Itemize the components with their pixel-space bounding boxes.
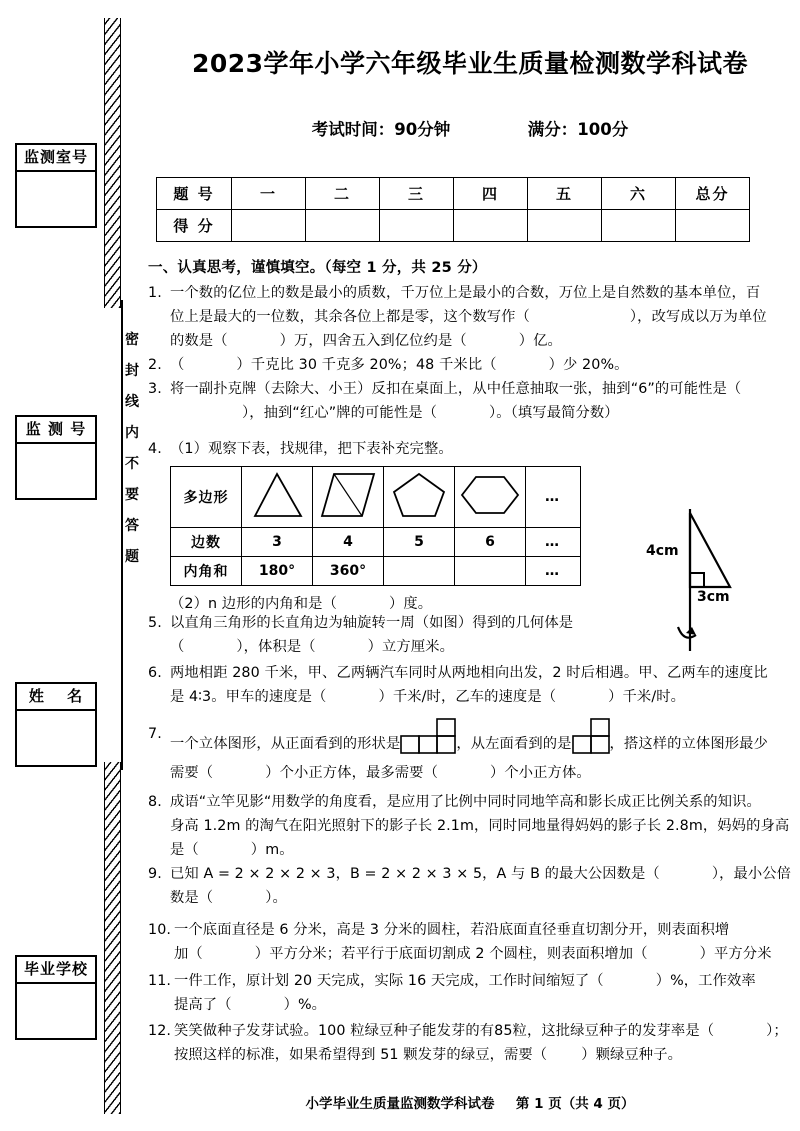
question-8-line-0: 成语“立竿见影“用数学的角度看，是应用了比例中同时同地竿高和影长成正比例关系的知识。 (170, 794, 761, 810)
question-12-body (174, 1019, 800, 1067)
question-3-line-0: 将一副扑克牌（去除大、小王）反扣在桌面上，从中任意抽取一张，抽到“6”的可能性是（ (170, 381, 742, 397)
hexagon-shape-cell (455, 467, 526, 528)
seal-char-3: 内 (125, 425, 139, 441)
id-box-candidate-number[interactable] (15, 415, 97, 500)
question-1-line-1: 位上是最大的一位数，其余各位上都是零，这个数写作（ ），改写成以万为单位 (170, 309, 767, 325)
question-9-line-0: 已知 A = 2 × 2 × 2 × 3，B = 2 × 2 × 3 × 5，A 与 B 的最大公因数是（ ），最小公倍 (170, 866, 792, 882)
front-view-shape (400, 718, 456, 754)
question-3-number: 3. (148, 381, 162, 397)
score-cell-3[interactable] (454, 210, 528, 242)
poly-angle-sum-3: 180° (242, 557, 313, 586)
question-3-body (170, 377, 793, 425)
question-1-body (170, 281, 788, 353)
pentagon-shape (390, 470, 448, 520)
seal-hatch-top (104, 18, 121, 308)
question-11 (148, 969, 800, 1017)
score-table-row-label-0: 题 号 (157, 178, 232, 210)
footer-doc-name: 小学毕业生质量监测数学科试卷 (305, 1096, 495, 1112)
page-footer (150, 1092, 790, 1112)
exam-duration: 考试时间：90分钟 (311, 120, 451, 139)
question-12-number: 12. (148, 1023, 172, 1039)
question-5-body (170, 611, 608, 659)
rotation-figure-base-label: 3cm (697, 589, 730, 605)
id-box-school[interactable] (15, 955, 97, 1040)
question-11-body (174, 969, 800, 1017)
question-8-line-2: 是（ ）m。 (170, 842, 294, 858)
rotation-figure-height-label: 4cm (646, 543, 679, 559)
question-9-body (170, 862, 800, 910)
question-2-number: 2. (148, 357, 162, 373)
hexagon-shape (458, 470, 522, 520)
seal-char-4: 不 (125, 456, 139, 472)
question-8-line-1: 身高 1.2m 的淘气在阳光照射下的影子长 2.1m，同时同地量得妈妈的影子长 2.8m，妈妈的身高 (170, 818, 790, 834)
score-cell-total[interactable] (676, 210, 750, 242)
poly-sides-5: 5 (384, 528, 455, 557)
score-table-col-0: 一 (232, 178, 306, 210)
question-4-part1 (148, 437, 648, 461)
question-1 (148, 281, 788, 353)
polygon-pattern-table (170, 466, 581, 586)
id-box-room-number[interactable] (15, 143, 97, 228)
triangle-shape-cell (242, 467, 313, 528)
table-row-angle-sum (171, 557, 581, 586)
question-1-line-0: 一个数的亿位上的数是最小的质数，千万位上是最小的合数，万位上是自然数的基本单位，百 (170, 285, 761, 301)
question-10 (148, 918, 800, 966)
question-6 (148, 661, 798, 709)
question-12 (148, 1019, 800, 1067)
rotation-figure-svg (612, 503, 792, 658)
score-table-col-total: 总分 (676, 178, 750, 210)
id-box-school-label: 毕业学校 (17, 957, 95, 984)
score-table-col-1: 二 (306, 178, 380, 210)
footer-page-number: 第 1 页（共 4 页） (515, 1096, 635, 1112)
left-view-shape (572, 718, 610, 754)
score-table-col-5: 六 (602, 178, 676, 210)
question-9 (148, 862, 800, 910)
question-2-line-0: （ ）千克比 30 千克多 20%；48 千米比（ ）少 20%。 (170, 357, 629, 373)
triangle-shape (249, 470, 305, 520)
table-row-side-count (171, 528, 581, 557)
id-box-name-label: 姓 名 (17, 684, 95, 711)
parallelogram-shape (318, 470, 378, 520)
question-1-number: 1. (148, 285, 162, 301)
seal-char-5: 要 (125, 487, 139, 503)
score-cell-1[interactable] (306, 210, 380, 242)
question-6-line-0: 两地相距 280 千米，甲、乙两辆汽车同时从两地相向出发，2 时后相遇。甲、乙两车的速度比 (170, 665, 768, 681)
poly-row-2-ellipsis: … (526, 557, 581, 586)
question-12-line-0: 笑笑做种子发芽试验。100 粒绿豆种子能发芽的有85粒，这批绿豆种子的发芽率是（ ）； (174, 1023, 788, 1039)
page-title: 2023学年小学六年级毕业生质量检测数学科试卷 (191, 49, 749, 78)
seal-char-7: 题 (125, 549, 139, 565)
section-heading-fill-in-blanks: 一、认真思考，谨慎填空。（每空 1 分，共 25 分） (148, 260, 487, 276)
poly-row-label-1: 边数 (171, 528, 242, 557)
poly-angle-sum-4: 360° (313, 557, 384, 586)
question-11-line-1: 提高了（ ）%。 (174, 997, 327, 1013)
question-10-line-0: 一个底面直径是 6 分米，高是 3 分米的圆柱，若沿底面直径垂直切割分开，则表面积增 (174, 922, 730, 938)
table-row-scores (157, 210, 750, 242)
score-table (156, 177, 750, 242)
seal-char-6: 答 (125, 518, 139, 534)
poly-sides-3: 3 (242, 528, 313, 557)
question-10-line-1: 加（ ）平方分米；若平行于底面切割成 2 个圆柱，则表面积增加（ ）平方分米 (174, 946, 772, 962)
question-5-line-0: 以直角三角形的长直角边为轴旋转一周（如图）得到的几何体是 (170, 615, 574, 631)
question-6-line-1: 是 4∶3。甲车的速度是（ ）千米/时，乙车的速度是（ ）千米/时。 (170, 689, 686, 705)
question-4-part2-line-0: （2）n 边形的内角和是（ ）度。 (170, 596, 433, 612)
table-row-question-numbers (157, 178, 750, 210)
question-5-number: 5. (148, 615, 162, 631)
poly-angle-sum-5[interactable] (384, 557, 455, 586)
question-8-body (170, 790, 800, 862)
question-7-line-0: 一个立体图形，从正面看到的形状是 ，从左面看到的是 ，搭这样的立体图形最少 (170, 718, 800, 760)
id-box-school-field[interactable] (17, 984, 95, 1038)
id-box-candidate-number-field[interactable] (17, 444, 95, 498)
score-cell-2[interactable] (380, 210, 454, 242)
question-11-number: 11. (148, 973, 172, 989)
poly-sides-6: 6 (455, 528, 526, 557)
id-box-room-number-field[interactable] (17, 172, 95, 226)
question-7-body (170, 718, 800, 786)
score-table-row-label-1: 得 分 (157, 210, 232, 242)
id-box-name[interactable] (15, 682, 97, 767)
pentagon-shape-cell (384, 467, 455, 528)
question-12-line-1: 按照这样的标准，如果希望得到 51 颗发芽的绿豆，需要（ ）颗绿豆种子。 (174, 1047, 682, 1063)
id-box-room-number-label: 监测室号 (17, 145, 95, 172)
poly-row-0-ellipsis: … (526, 467, 581, 528)
question-1-line-2: 的数是（ ）万，四舍五入到亿位约是（ ）亿。 (170, 333, 562, 349)
question-8-number: 8. (148, 794, 162, 810)
seal-char-2: 线 (125, 394, 139, 410)
poly-row-1-ellipsis: … (526, 528, 581, 557)
question-7 (148, 718, 800, 786)
seal-char-1: 封 (125, 363, 139, 379)
question-4-line-0: （1）观察下表，找规律，把下表补充完整。 (170, 441, 453, 457)
poly-row-label-2: 内角和 (171, 557, 242, 586)
seal-text (122, 318, 142, 577)
score-cell-0[interactable] (232, 210, 306, 242)
seal-hatch-bottom (104, 762, 121, 1114)
question-5 (148, 611, 608, 659)
question-7-line-1: 需要（ ）个小正方体，最多需要（ ）个小正方体。 (170, 765, 591, 781)
question-11-line-0: 一件工作，原计划 20 天完成，实际 16 天完成，工作时间缩短了（ ）%，工作效率 (174, 973, 756, 989)
score-cell-4[interactable] (528, 210, 602, 242)
question-6-body (170, 661, 798, 709)
question-5-line-1: （ ），体积是（ ）立方厘米。 (170, 639, 455, 655)
score-table-col-3: 四 (454, 178, 528, 210)
score-cell-5[interactable] (602, 210, 676, 242)
question-4-body (170, 437, 648, 461)
question-8 (148, 790, 800, 862)
id-box-candidate-number-label: 监 测 号 (17, 417, 95, 444)
question-9-number: 9. (148, 866, 162, 882)
poly-row-label-0: 多边形 (171, 467, 242, 528)
question-9-line-1: 数是（ ）。 (170, 890, 287, 906)
question-7-number: 7. (148, 726, 162, 742)
question-2 (148, 353, 788, 377)
question-2-body (170, 353, 788, 377)
poly-angle-sum-6[interactable] (455, 557, 526, 586)
poly-sides-4: 4 (313, 528, 384, 557)
id-box-name-field[interactable] (17, 711, 95, 765)
rotation-solid-figure (612, 503, 792, 658)
question-10-number: 10. (148, 922, 172, 938)
question-6-number: 6. (148, 665, 162, 681)
exam-meta (150, 116, 790, 140)
question-3 (148, 377, 793, 425)
exam-total-score: 满分：100分 (527, 120, 629, 139)
question-10-body (174, 918, 800, 966)
seal-char-0: 密 (125, 332, 139, 348)
parallelogram-shape-cell (313, 467, 384, 528)
question-4-number: 4. (148, 441, 162, 457)
score-table-col-4: 五 (528, 178, 602, 210)
question-3-line-1: ），抽到“红心”牌的可能性是（ ）。（填写最简分数） (242, 405, 619, 421)
score-table-col-2: 三 (380, 178, 454, 210)
table-row-polygon-shapes (171, 467, 581, 528)
